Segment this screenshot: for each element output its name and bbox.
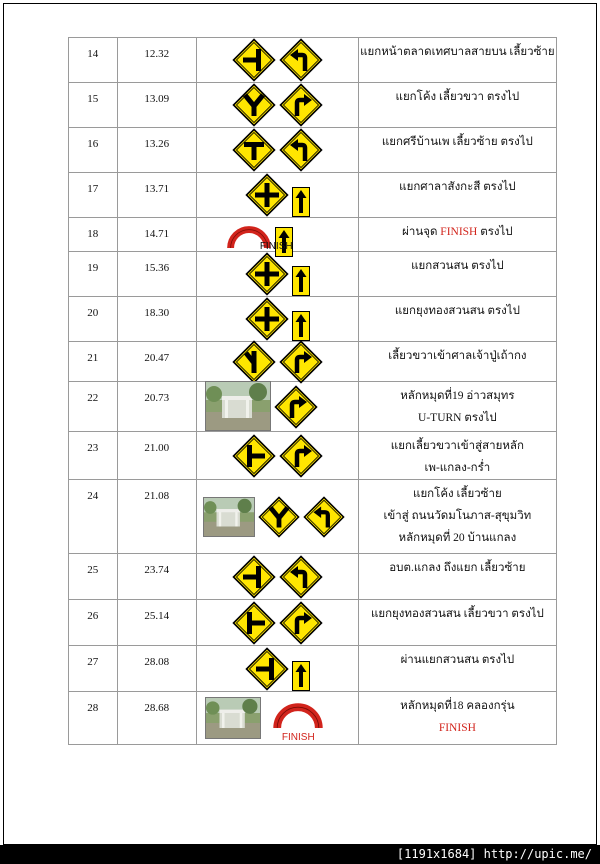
distance-km	[117, 692, 196, 745]
direction-description	[358, 600, 556, 646]
checkpoint-number	[69, 38, 118, 83]
table-row	[69, 252, 557, 297]
direction-line: เลี้ยวขวาเข้าศาลเจ้าปู่เถ้ากง	[388, 350, 527, 362]
checkpoint-number-text: 25	[87, 564, 99, 576]
direction-line: หลักหมุดที่18 คลองกรุ่น	[400, 700, 515, 712]
finish-label: FINISH	[281, 731, 315, 743]
straight-arrow-icon	[292, 266, 310, 296]
road-signs	[196, 554, 358, 600]
distance-km	[117, 646, 196, 692]
distance-km	[117, 297, 196, 342]
road-signs	[196, 173, 358, 218]
turn-right-icon	[274, 385, 318, 429]
checkpoint-number-text: 19	[87, 262, 99, 274]
checkpoint-number	[69, 554, 118, 600]
table-row	[69, 83, 557, 128]
distance-km-text: 15.36	[144, 262, 170, 274]
distance-km-text: 13.09	[144, 93, 170, 105]
distance-km	[117, 600, 196, 646]
direction-text: ผ่านจุด	[402, 226, 438, 238]
distance-km-text: 21.00	[144, 442, 170, 454]
finish-marker	[226, 225, 293, 252]
table-row	[69, 297, 557, 342]
direction-description	[358, 173, 556, 218]
direction-line	[359, 218, 556, 243]
direction-description	[358, 342, 556, 382]
distance-km	[117, 382, 196, 432]
table-row	[69, 38, 557, 83]
road-signs	[196, 382, 358, 432]
junction-fork-left-icon	[232, 340, 276, 384]
road-signs	[196, 432, 358, 480]
turn-right-icon	[279, 83, 323, 127]
direction-line: แยกสวนสน ตรงไป	[411, 260, 504, 272]
direction-line: แยกโค้ง เลี้ยวขวา ตรงไป	[395, 91, 520, 103]
road-signs	[196, 342, 358, 382]
direction-description	[358, 382, 556, 432]
straight-arrow-icon	[292, 311, 310, 341]
junction-t-right-icon	[232, 601, 276, 645]
footer-bar	[0, 845, 600, 864]
direction-line: อบต.แกลง ถึงแยก เลี้ยวซ้าย	[389, 562, 526, 574]
direction-line: แยกเลี้ยวขวาเข้าสู่สายหลัก	[390, 440, 524, 452]
distance-km-text: 12.32	[144, 48, 170, 60]
distance-km-text: 28.68	[144, 702, 170, 714]
checkpoint-number-text: 26	[87, 610, 99, 622]
footer-text: [1191x1684] http://upic.me/	[396, 847, 592, 861]
checkpoint-number-text: 14	[87, 48, 99, 60]
direction-description	[358, 480, 556, 554]
checkpoint-number	[69, 600, 118, 646]
road-signs	[196, 38, 358, 83]
checkpoint-number-text: 16	[87, 138, 99, 150]
road-signs	[196, 480, 358, 554]
road-signs	[196, 128, 358, 173]
direction-description	[358, 83, 556, 128]
crossroad-icon	[245, 297, 289, 341]
table-row	[69, 692, 557, 745]
junction-t-left-icon	[245, 647, 289, 691]
distance-km-text: 23.74	[144, 564, 170, 576]
checkpoint-number-text: 23	[87, 442, 99, 454]
table-row	[69, 342, 557, 382]
distance-km-text: 13.26	[144, 138, 170, 150]
road-signs	[196, 297, 358, 342]
distance-km	[117, 173, 196, 218]
table-row	[69, 646, 557, 692]
checkpoint-number-text: 27	[87, 656, 99, 668]
distance-km	[117, 218, 196, 252]
direction-line: แยกหน้าตลาดเทศบาลสายบน เลี้ยวซ้าย	[360, 46, 555, 58]
direction-line: แยกยุงทองสวนสน ตรงไป	[394, 305, 520, 317]
checkpoint-number	[69, 128, 118, 173]
checkpoint-number-text: 15	[87, 93, 99, 105]
turn-left-icon	[279, 555, 323, 599]
direction-line: U-TURN ตรงไป	[418, 412, 497, 424]
table-row	[69, 600, 557, 646]
checkpoint-number-text: 28	[87, 702, 99, 714]
distance-km	[117, 432, 196, 480]
distance-km-text: 20.47	[144, 352, 170, 364]
table-row	[69, 480, 557, 554]
table-row	[69, 218, 557, 252]
distance-km-text: 21.08	[144, 490, 170, 502]
direction-line: เข้าสู่ ถนนวัดมโนภาส-สุขุมวิท	[383, 510, 532, 522]
direction-line: หลักหมุดที่ 20 บ้านแกลง	[398, 532, 517, 544]
turn-right-icon	[279, 601, 323, 645]
crossroad-icon	[245, 173, 289, 217]
finish-marker	[272, 702, 324, 743]
road-signs	[196, 252, 358, 297]
junction-t-left-icon	[232, 555, 276, 599]
road-signs	[196, 692, 358, 745]
distance-km-text: 28.08	[144, 656, 170, 668]
turn-right-icon	[279, 434, 323, 478]
direction-description	[358, 128, 556, 173]
junction-t-right-icon	[232, 434, 276, 478]
direction-line: แยกศาลาสังกะสี ตรงไป	[399, 181, 516, 193]
distance-km	[117, 38, 196, 83]
road-signs	[196, 83, 358, 128]
direction-description	[358, 252, 556, 297]
road-signs	[196, 218, 358, 252]
distance-km	[117, 83, 196, 128]
checkpoint-number	[69, 297, 118, 342]
checkpoint-number	[69, 218, 118, 252]
direction-description	[358, 692, 556, 745]
checkpoint-number	[69, 480, 118, 554]
landmark-photo	[205, 381, 271, 431]
turn-right-icon	[279, 340, 323, 384]
turn-left-icon	[303, 496, 345, 538]
direction-description	[358, 38, 556, 83]
junction-t-left-icon	[232, 38, 276, 82]
direction-description	[358, 297, 556, 342]
checkpoint-number	[69, 432, 118, 480]
direction-description	[358, 218, 556, 252]
checkpoint-number-text: 21	[87, 352, 99, 364]
direction-line: FINISH	[438, 722, 476, 734]
landmark-photo	[203, 497, 255, 537]
direction-line: ผ่านแยกสวนสน ตรงไป	[400, 654, 515, 666]
straight-arrow-icon	[292, 661, 310, 691]
distance-km	[117, 554, 196, 600]
checkpoint-number	[69, 83, 118, 128]
checkpoint-number	[69, 692, 118, 745]
turn-left-icon	[279, 38, 323, 82]
table-row	[69, 432, 557, 480]
straight-arrow-icon	[292, 187, 310, 217]
direction-text: ตรงไป	[480, 226, 513, 238]
table-row	[69, 382, 557, 432]
checkpoint-number-text: 22	[87, 392, 99, 404]
finish-text: FINISH	[440, 226, 478, 238]
direction-line: หลักหมุดที่19 อ่าวสมุทร	[400, 390, 515, 402]
road-signs	[196, 646, 358, 692]
distance-km	[117, 480, 196, 554]
distance-km-text: 25.14	[144, 610, 170, 622]
junction-y-icon	[232, 83, 276, 127]
uturn-icon	[272, 702, 324, 728]
direction-line: แยกยุงทองสวนสน เลี้ยวขวา ตรงไป	[370, 608, 544, 620]
checkpoint-number-text: 20	[87, 307, 99, 319]
junction-t-icon	[232, 128, 276, 172]
finish-label: FINISH	[259, 240, 293, 252]
direction-line: เพ-แกลง-กร่ำ	[424, 462, 491, 474]
checkpoint-number	[69, 173, 118, 218]
checkpoint-number-text: 24	[87, 490, 99, 502]
checkpoint-number	[69, 252, 118, 297]
checkpoint-number	[69, 342, 118, 382]
direction-description	[358, 432, 556, 480]
direction-line: แยกศรีบ้านเพ เลี้ยวซ้าย ตรงไป	[381, 136, 533, 148]
distance-km	[117, 128, 196, 173]
turn-left-icon	[279, 128, 323, 172]
route-table	[68, 37, 557, 745]
distance-km	[117, 342, 196, 382]
junction-y-icon	[258, 496, 300, 538]
road-signs	[196, 600, 358, 646]
checkpoint-number	[69, 646, 118, 692]
direction-line: แยกโค้ง เลี้ยวซ้าย	[413, 488, 502, 500]
distance-km-text: 20.73	[144, 392, 170, 404]
table-row	[69, 128, 557, 173]
distance-km-text: 13.71	[144, 183, 170, 195]
table-row	[69, 554, 557, 600]
distance-km-text: 18.30	[144, 307, 170, 319]
checkpoint-number	[69, 382, 118, 432]
crossroad-icon	[245, 252, 289, 296]
direction-description	[358, 646, 556, 692]
distance-km-text: 14.71	[144, 228, 170, 240]
table-row	[69, 173, 557, 218]
checkpoint-number-text: 17	[87, 183, 99, 195]
direction-description	[358, 554, 556, 600]
checkpoint-number-text: 18	[87, 228, 99, 240]
distance-km	[117, 252, 196, 297]
landmark-photo	[205, 697, 261, 739]
